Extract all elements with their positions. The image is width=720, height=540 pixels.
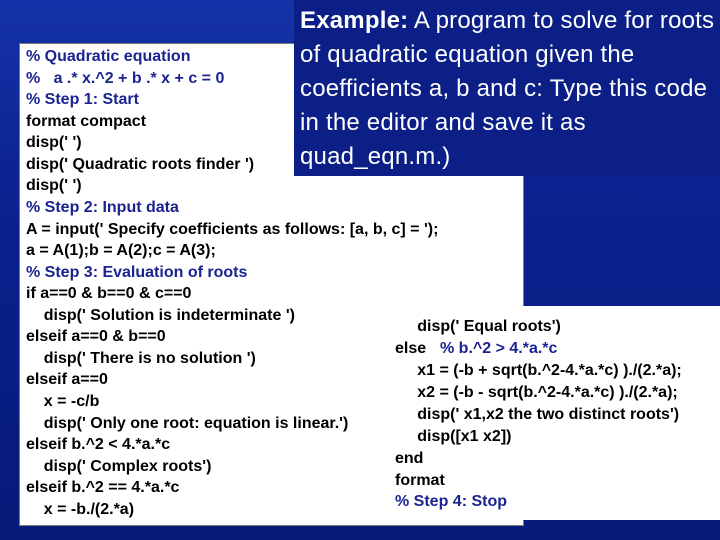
- code-line: x = -b./(2.*a): [26, 501, 135, 518]
- code-line: disp(' Equal roots'): [395, 318, 561, 335]
- title-rest: A program to solve for roots of quadratic equation given the coefficients a, b and c: Type this code in the editor and save it as quad_eqn.m.): [300, 7, 715, 170]
- code-line: if a==0 & b==0 & c==0: [26, 285, 192, 302]
- code-line: end: [395, 450, 424, 467]
- code-line-comment: % Step 1: Start: [26, 91, 139, 108]
- code-line: disp(' '): [26, 177, 82, 194]
- code-line: disp([x1 x2]): [395, 428, 512, 445]
- code-line-comment: % Step 3: Evaluation of roots: [26, 264, 248, 281]
- code-line: format: [395, 472, 445, 489]
- code-line: a = A(1);b = A(2);c = A(3);: [26, 242, 216, 259]
- code-line: elseif b.^2 == 4.*a.*c: [26, 479, 180, 496]
- code-line: elseif a==0: [26, 371, 108, 388]
- code-line-comment: % a .* x.^2 + b .* x + c = 0: [26, 70, 225, 87]
- code-line-comment: % Quadratic equation: [26, 48, 191, 65]
- code-line: disp(' '): [26, 134, 82, 151]
- code-line: disp(' Quadratic roots finder '): [26, 156, 255, 173]
- code-line: format compact: [26, 113, 147, 130]
- title-bold: Example:: [300, 7, 409, 34]
- code-line-comment: % Step 4: Stop: [395, 493, 508, 510]
- code-line: x2 = (-b - sqrt(b.^2-4.*a.*c) )./(2.*a);: [395, 384, 678, 401]
- code-line: elseif a==0 & b==0: [26, 328, 166, 345]
- code-line-comment: % b.^2 > 4.*a.*c: [440, 340, 558, 357]
- code-line: else: [395, 340, 427, 357]
- code-line: disp(' Only one root: equation is linear.'): [26, 415, 349, 432]
- code-line: disp(' There is no solution '): [26, 350, 256, 367]
- code-line: disp(' x1,x2 the two distinct roots'): [395, 406, 680, 423]
- code-line: x1 = (-b + sqrt(b.^2-4.*a.*c) )./(2.*a);: [395, 362, 682, 379]
- code-line-comment: % Step 2: Input data: [26, 199, 179, 216]
- code-line: A = input(' Specify coefficients as follows: [a, b, c] = ');: [26, 221, 439, 238]
- slide-title: [300, 4, 718, 174]
- code-line: elseif b.^2 < 4.*a.*c: [26, 436, 171, 453]
- code-line: x = -c/b: [26, 393, 100, 410]
- code-line: disp(' Complex roots'): [26, 458, 212, 475]
- code-line: disp(' Solution is indeterminate '): [26, 307, 295, 324]
